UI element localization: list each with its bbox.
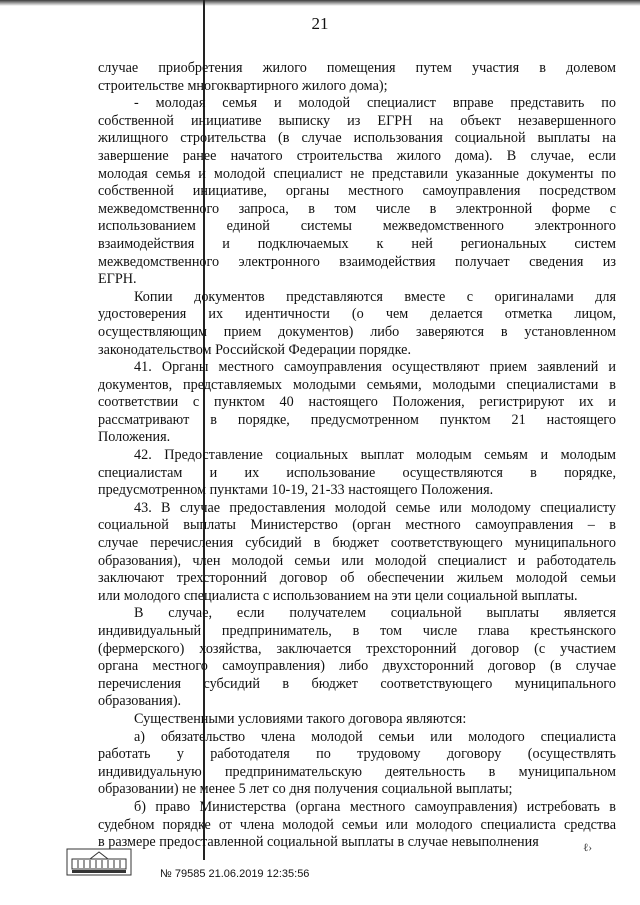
text-line: индивидуальную предпринимательскую деятельность в муниципальном bbox=[98, 763, 616, 780]
text-line: образования), член молодой семьи или молодой специалист и работодатель bbox=[98, 552, 616, 569]
scan-top-edge bbox=[0, 0, 640, 6]
document-body bbox=[98, 60, 616, 852]
text-line: молодая семья и молодой специалист не представили указанные документы по bbox=[98, 165, 616, 182]
text-line: органа местного самоуправления) либо двухсторонний договор (в случае bbox=[98, 658, 616, 675]
text-line: индивидуальный предприниматель, в том числе глава крестьянского bbox=[98, 623, 616, 639]
text-line: собственной инициативе, органы местного самоуправления посредством bbox=[98, 183, 616, 200]
text-line: законодательством Российской Федерации порядке. bbox=[98, 341, 412, 358]
text-line: Существенными условиями такого договора являются: bbox=[134, 710, 467, 727]
text-line: соответствии с пунктом 40 настоящего Положения, регистрируют их и bbox=[98, 394, 616, 411]
text-line: Копии документов представляются вместе с оригиналами для bbox=[134, 288, 616, 305]
text-line: ЕГРН. bbox=[98, 271, 137, 288]
building-seal-icon bbox=[66, 848, 132, 876]
text-line: образования). bbox=[98, 693, 182, 710]
text-line: в размере предоставленной социальной выплаты в случае невыполнения bbox=[98, 834, 539, 851]
text-line: 41. Органы местного самоуправления осуществляют прием заявлений и bbox=[134, 359, 616, 376]
text-line: удостоверения их идентичности (о чем делается отметка лицом, bbox=[98, 306, 616, 323]
text-line: взаимодействия и подключаемых к ней региональных систем bbox=[98, 235, 616, 252]
text-line: б) право Министерства (органа местного самоуправления) истребовать в bbox=[134, 798, 616, 815]
text-line: судебном порядке от члена молодой семьи или молодого специалиста средства bbox=[98, 816, 616, 833]
text-line: строительстве многоквартирного жилого дома); bbox=[98, 77, 388, 94]
text-line: заключают трехсторонний договор об обеспечении жильем молодой семьи bbox=[98, 570, 616, 587]
text-line: завершение ранее начатого строительства жилого дома). В случае, если bbox=[98, 147, 616, 164]
text-line: Положения. bbox=[98, 429, 171, 446]
text-line: а) обязательство члена молодой семьи или молодого специалиста bbox=[134, 728, 616, 745]
text-line: работать у работодателя по трудовому договору (осуществлять bbox=[98, 746, 616, 763]
text-line: специалистам и их использование осуществляются в порядке, bbox=[98, 464, 616, 481]
text-line: 43. В случае предоставления молодой семье или молодому специалисту bbox=[134, 499, 616, 516]
text-line: жилищного строительства (в случае использования социальной выплаты на bbox=[98, 130, 616, 147]
text-line: осуществляющим прием документов) либо заверяются в установленном bbox=[98, 323, 616, 340]
text-line: образовании) не менее 5 лет со дня получения социальной выплаты; bbox=[98, 781, 513, 798]
text-line: или молодого специалиста с использованием на эти цели социальной выплаты. bbox=[98, 587, 578, 604]
page-number: 21 bbox=[311, 14, 329, 33]
text-line: документов, представляемых молодыми семьями, молодыми специалистами в bbox=[98, 376, 616, 393]
text-line: предусмотренном пунктами 10-19, 21-33 настоящего Положения. bbox=[98, 482, 494, 499]
document-registration-number: № 79585 21.06.2019 12:35:56 bbox=[160, 868, 310, 880]
handwritten-mark: ℓ› bbox=[583, 842, 592, 854]
text-line: 42. Предоставление социальных выплат молодым семьям и молодым bbox=[134, 447, 616, 464]
text-line: межведомственного электронного взаимодействия получает сведения из bbox=[98, 253, 616, 270]
text-line: социальной выплаты Министерство (орган местного самоуправления – в bbox=[98, 517, 616, 534]
text-line: рассматривают в порядке, предусмотренном пунктом 21 настоящего bbox=[98, 411, 616, 428]
text-line: использованием единой системы межведомственного электронного bbox=[98, 218, 616, 235]
text-line: собственной инициативе выписку из ЕГРН на объект незавершенного bbox=[98, 112, 616, 129]
text-line: - молодая семья и молодой специалист вправе представить по bbox=[134, 95, 616, 112]
text-line: межведомственного запроса, в том числе в электронной форме с bbox=[98, 200, 616, 217]
text-line: (фермерского) хозяйства, заключается трехсторонний договор (с участием bbox=[98, 640, 616, 657]
text-line: перечисления субсидий в бюджет соответствующего муниципального bbox=[98, 675, 616, 692]
text-line: случае перечисления субсидий в бюджет соответствующего муниципального bbox=[98, 535, 616, 552]
text-line: случае приобретения жилого помещения путем участия в долевом bbox=[98, 60, 616, 76]
text-line: В случае, если получателем социальной выплаты является bbox=[134, 605, 616, 622]
